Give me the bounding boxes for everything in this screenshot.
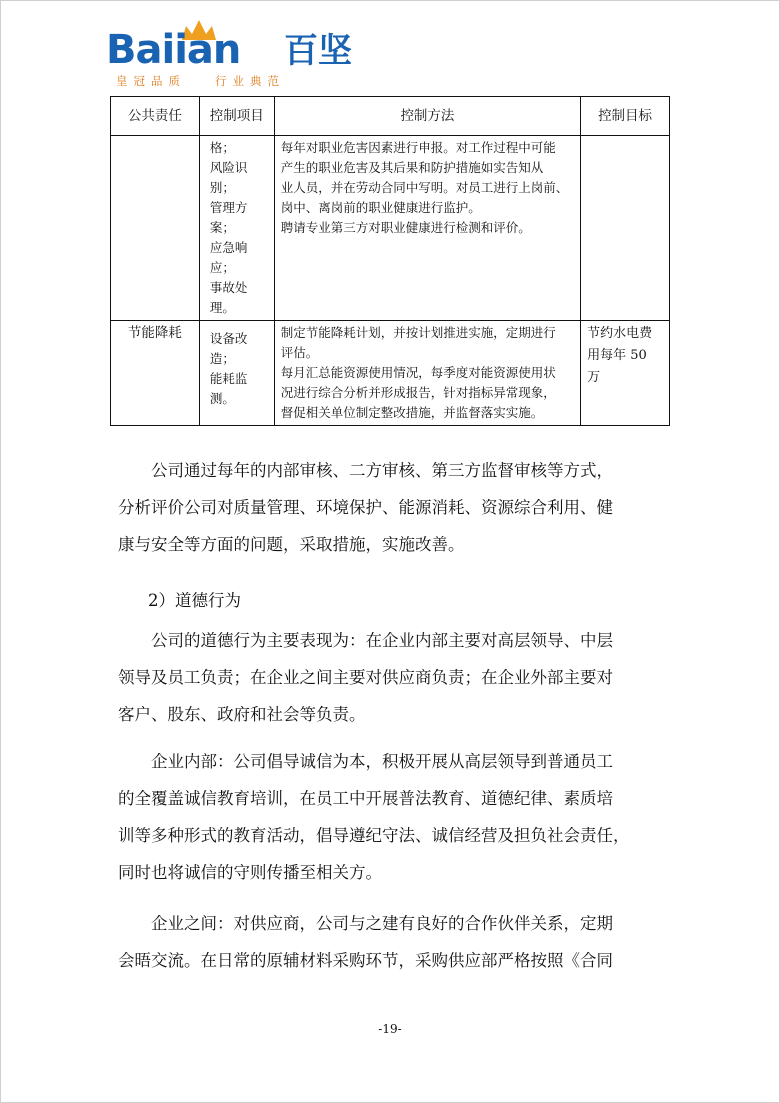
page-number: -19-	[378, 1022, 402, 1036]
control-item-line: 能耗监	[209, 371, 248, 386]
control-item-line: 管理方	[209, 200, 248, 215]
paragraph-line: 企业内部：公司倡导诚信为本，积极开展从高层领导到普通员工	[151, 752, 613, 771]
table-row	[111, 321, 670, 426]
logo-wordmark: Baiian	[106, 27, 241, 73]
target-line: 节约水电费	[587, 326, 653, 341]
paragraph-line: 分析评价公司对质量管理、环境保护、能源消耗、资源综合利用、健	[118, 498, 613, 517]
company-logo	[106, 20, 366, 90]
paragraph-line: 领导及员工负责；在企业之间主要对供应商负责；在企业外部主要对	[118, 668, 613, 687]
target-line: 用每年 50 万	[587, 348, 647, 385]
paragraph-line: 会晤交流。在日常的原辅材料采购环节，采购供应部严格按照《合同	[118, 951, 613, 970]
control-method-line: 每年对职业危害因素进行申报。对工作过程中可能	[280, 140, 556, 155]
control-item-line: 别；	[209, 180, 235, 195]
paragraph-line: 同时也将诚信的守则传播至相关方。	[118, 863, 382, 882]
cell-responsibility: 节能降耗	[111, 321, 200, 426]
header-responsibility: 公共责任	[111, 97, 200, 136]
table-header-row	[111, 97, 670, 136]
control-method-line: 聘请专业第三方对职业健康进行检测和评价。	[280, 220, 531, 235]
control-item-line: 事故处	[209, 280, 248, 295]
paragraph-audit	[118, 452, 666, 563]
cell-control-items	[199, 321, 274, 426]
paragraph-ethics	[118, 622, 666, 733]
control-item-line: 测。	[209, 391, 235, 406]
table-row	[111, 136, 670, 321]
cell-control-methods	[274, 136, 580, 321]
paragraph-line: 客户、股东、政府和社会等负责。	[118, 705, 366, 724]
cell-control-items	[199, 136, 274, 321]
control-method-line: 业人员，并在劳动合同中写明。对员工进行上岗前、	[280, 180, 569, 195]
control-item-line: 风险识	[209, 160, 248, 175]
control-item-line: 应；	[209, 260, 235, 275]
header-control-method: 控制方法	[274, 97, 580, 136]
header-control-target: 控制目标	[581, 97, 670, 136]
control-method-line: 产生的职业危害及其后果和防护措施如实告知从	[280, 160, 544, 175]
cell-control-target	[581, 136, 670, 321]
paragraph-line: 企业之间：对供应商，公司与之建有良好的合作伙伴关系，定期	[151, 914, 613, 933]
paragraph-line: 的全覆盖诚信教育培训，在员工中开展普法教育、道德纪律、素质培	[118, 789, 613, 808]
logo-chinese-name: 百坚	[284, 31, 352, 71]
control-table	[110, 96, 670, 426]
control-method-line: 每月汇总能资源使用情况，每季度对能资源使用状	[280, 365, 556, 380]
cell-control-target	[581, 321, 670, 426]
cell-control-methods	[274, 321, 580, 426]
paragraph-line: 训等多种形式的教育活动，倡导遵纪守法、诚信经营及担负社会责任，	[118, 826, 630, 845]
control-method-line: 岗中、离岗前的职业健康进行监护。	[280, 200, 481, 215]
logo-slogan: 皇冠品质 行业典范	[116, 74, 285, 88]
control-method-line: 评估。	[280, 345, 319, 360]
paragraph-internal	[118, 743, 666, 891]
paragraph-between	[118, 905, 666, 979]
cell-responsibility	[111, 136, 200, 321]
control-item-line: 应急响	[209, 240, 248, 255]
control-item-line: 理。	[209, 300, 235, 315]
paragraph-line: 公司的道德行为主要表现为：在企业内部主要对高层领导、中层	[151, 631, 613, 650]
control-method-line: 况进行综合分析并形成报告，针对指标异常现象，	[280, 385, 556, 400]
control-item-line: 格；	[209, 140, 235, 155]
header-control-item: 控制项目	[199, 97, 274, 136]
control-item-line: 造；	[209, 351, 235, 366]
paragraph-line: 康与安全等方面的问题，采取措施，实施改善。	[118, 535, 465, 554]
control-method-line: 督促相关单位制定整改措施，并监督落实实施。	[280, 405, 544, 420]
section-heading: 2）道德行为	[148, 591, 241, 610]
paragraph-line: 公司通过每年的内部审核、二方审核、第三方监督审核等方式，	[151, 461, 613, 480]
control-item-line: 设备改	[209, 331, 248, 346]
control-method-line: 制定节能降耗计划，并按计划推进实施，定期进行	[280, 325, 556, 340]
control-item-line: 案；	[209, 220, 235, 235]
